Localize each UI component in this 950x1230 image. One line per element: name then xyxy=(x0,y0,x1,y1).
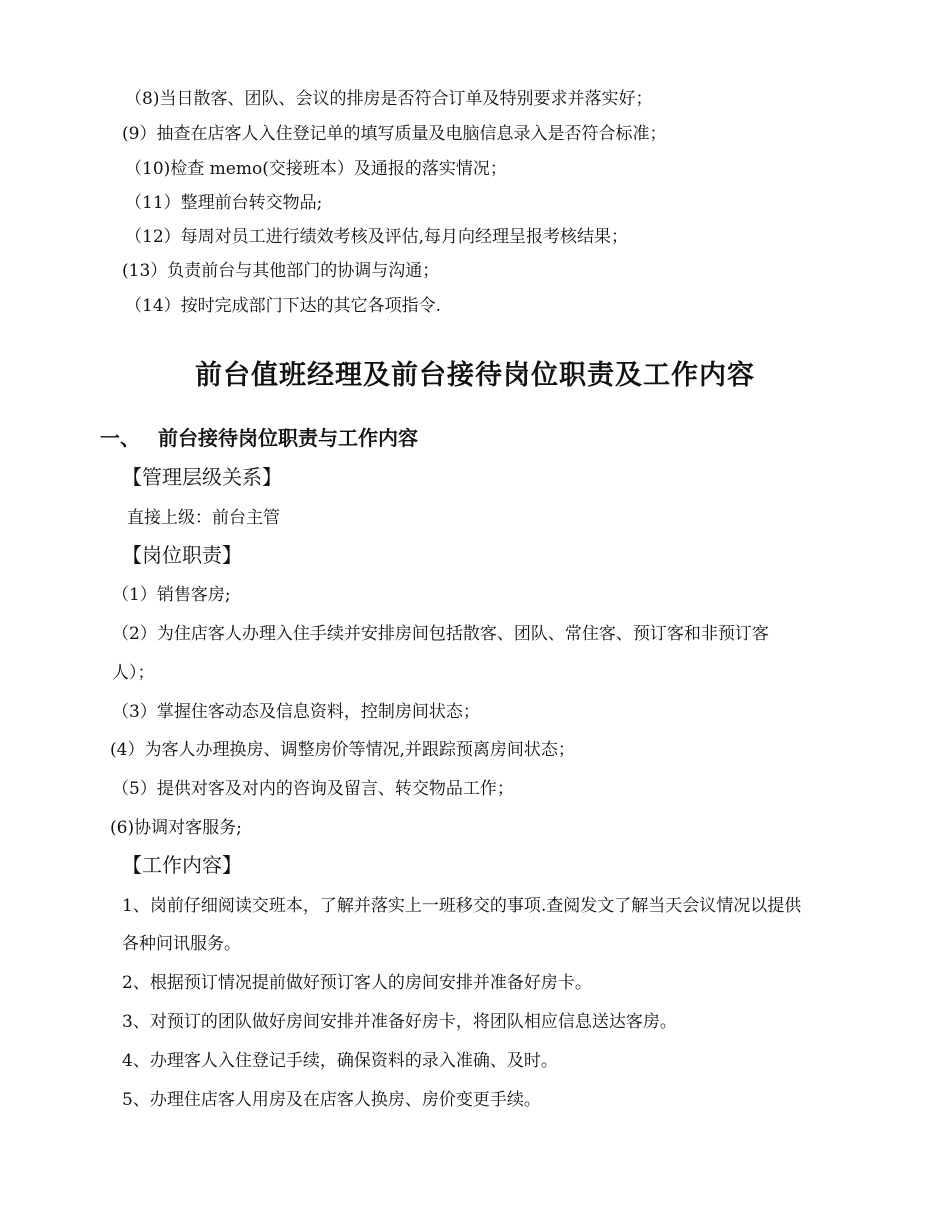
duty-item: （3）掌握住客动态及信息资料，控制房间状态； xyxy=(112,702,480,722)
list-item: （11）整理前台转交物品; xyxy=(125,193,323,213)
duty-item: (4）为客人办理换房、调整房价等情况,并跟踪预离房间状态； xyxy=(110,740,575,760)
superior-line: 直接上级：前台主管 xyxy=(127,508,280,528)
section-title: 前台接待岗位职责与工作内容 xyxy=(158,426,418,450)
work-item: 1、岗前仔细阅读交班本，了解并落实上一班移交的事项.查阅发文了解当天会议情况以提供 xyxy=(122,896,802,916)
duty-item: （2）为住店客人办理入住手续并安排房间包括散客、团队、常住客、预订客和非预订客 xyxy=(112,624,769,644)
duty-item: （5）提供对客及对内的咨询及留言、转交物品工作； xyxy=(112,779,514,799)
section-heading xyxy=(100,425,418,451)
list-item: (13）负责前台与其他部门的协调与沟通； xyxy=(122,261,440,281)
list-item: （8)当日散客、团队、会议的排房是否符合订单及特别要求并落实好； xyxy=(125,89,653,109)
duty-item: （1）销售客房; xyxy=(112,585,231,605)
work-item: 2、根据预订情况提前做好预订客人的房间安排并准备好房卡。 xyxy=(122,973,592,993)
work-item: 4、办理客人入住登记手续，确保资料的录入准确、及时。 xyxy=(122,1051,558,1071)
list-item: （12）每周对员工进行绩效考核及评估,每月向经理呈报考核结果； xyxy=(125,227,629,247)
work-item-continuation: 各种问讯服务。 xyxy=(122,934,241,954)
work-item: 5、办理住店客人用房及在店客人换房、房价变更手续。 xyxy=(122,1090,541,1110)
hierarchy-heading: 【管理层级关系】 xyxy=(122,465,282,489)
list-item: （10)检查 memo(交接班本）及通报的落实情况； xyxy=(125,159,507,179)
duty-item: (6)协调对客服务; xyxy=(110,818,242,838)
list-item: （14）按时完成部门下达的其它各项指令. xyxy=(125,296,442,316)
duty-item-continuation: 人）； xyxy=(112,663,155,683)
work-item: 3、对预订的团队做好房间安排并准备好房卡，将团队相应信息送达客房。 xyxy=(122,1012,677,1032)
duties-heading: 【岗位职责】 xyxy=(122,543,242,567)
section-number: 一、 xyxy=(100,426,140,450)
list-item: (9）抽查在店客人入住登记单的填写质量及电脑信息录入是否符合标准； xyxy=(122,124,667,144)
work-heading: 【工作内容】 xyxy=(122,853,242,877)
document-title: 前台值班经理及前台接待岗位职责及工作内容 xyxy=(195,360,755,391)
